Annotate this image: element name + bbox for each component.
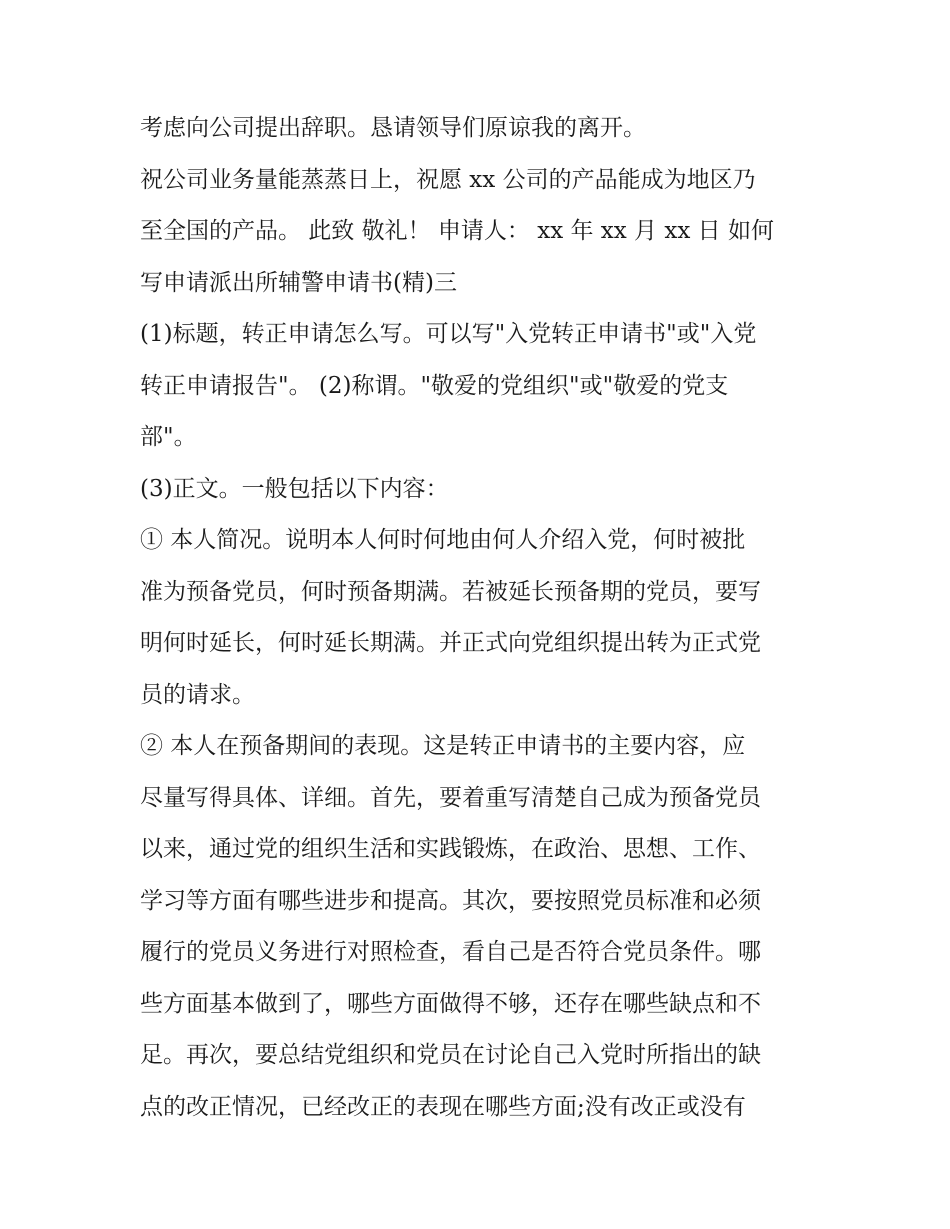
body-line: 考虑向公司提出辞职。恳请领导们原谅我的离开。	[140, 115, 646, 141]
body-line: 履行的党员义务进行对照检查，看自己是否符合党员条件。哪	[140, 939, 761, 965]
body-line: 员的请求。	[140, 681, 255, 708]
body-line: 学习等方面有哪些进步和提高。其次，要按照党员标准和必须	[140, 887, 761, 914]
body-line: 点的改正情况，已经改正的表现在哪些方面;没有改正或没有	[140, 1093, 746, 1120]
body-line: 部"。	[140, 424, 197, 450]
body-line: 准为预备党员，何时预备期满。若被延长预备期的党员，要写	[140, 578, 761, 605]
document-body	[140, 103, 820, 1133]
body-line: (1)标题，转正申请怎么写。可以写"入党转正申请书"或"入党	[140, 321, 757, 347]
body-line: (3)正文。一般包括以下内容：	[140, 475, 449, 502]
body-line: 写申请派出所辅警申请书(精)三	[140, 269, 457, 296]
body-line: ① 本人简况。说明本人何时何地由何人介绍入党，何时被批	[140, 527, 746, 553]
body-line: 明何时延长，何时延长期满。并正式向党组织提出转为正式党	[140, 630, 761, 656]
body-line: 转正申请报告"。 (2)称谓。"敬爱的党组织"或"敬爱的党支	[140, 372, 729, 399]
body-line: 些方面基本做到了，哪些方面做得不够，还存在哪些缺点和不	[140, 990, 761, 1017]
body-line: ② 本人在预备期间的表现。这是转正申请书的主要内容，应	[140, 733, 746, 759]
body-line: 足。再次，要总结党组织和党员在讨论自己入党时所指出的缺	[140, 1042, 761, 1068]
body-line: 以来，通过党的组织生活和实践锻炼，在政治、思想、工作、	[140, 836, 761, 862]
body-line: 至全国的产品。 此致 敬礼！ 申请人： xx 年 xx 月 xx 日 如何	[140, 218, 774, 244]
body-line: 祝公司业务量能蒸蒸日上，祝愿 xx 公司的产品能成为地区乃	[140, 166, 756, 193]
body-line: 尽量写得具体、详细。首先，要着重写清楚自己成为预备党员	[140, 784, 761, 811]
